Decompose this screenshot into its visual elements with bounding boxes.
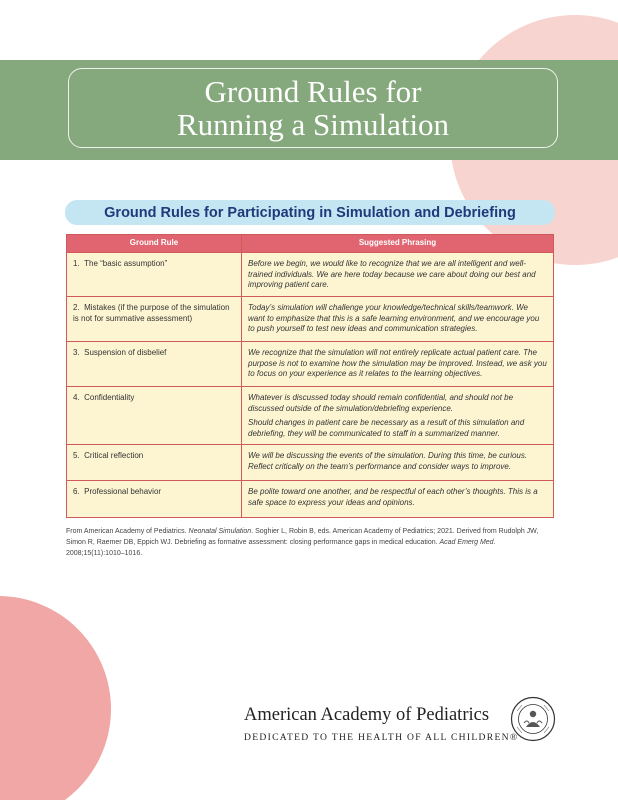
citation-text: . 2008;15(11):1010–1016.	[66, 539, 496, 557]
organization-tagline: DEDICATED TO THE HEALTH OF ALL CHILDREN®	[244, 732, 519, 743]
rule-cell: 5. Critical reflection	[67, 445, 242, 481]
phrasing-text: We recognize that the simulation will not entirely replicate actual patient care. The purpose is not to examine how the simulation may be improved. Instead, we ask you to focus on your experience as it relates to the learning objectives.	[248, 348, 547, 378]
table-row	[67, 481, 554, 518]
phrasing-cell	[242, 297, 554, 342]
table-row	[67, 342, 554, 387]
column-header-suggested-phrasing: Suggested Phrasing	[242, 235, 554, 253]
table-row	[67, 253, 554, 297]
source-citation	[66, 526, 556, 559]
rule-cell: 6. Professional behavior	[67, 481, 242, 518]
phrasing-cell	[242, 481, 554, 518]
table-row	[67, 297, 554, 342]
phrasing-cell	[242, 387, 554, 445]
phrasing-text: Before we begin, we would like to recognize that we are all intelligent and well-trained individuals. We are here today because we care about doing our best and improving patient care.	[248, 259, 536, 289]
section-title: Ground Rules for Participating in Simulation and Debriefing	[104, 204, 516, 221]
organization-name: American Academy of Pediatrics	[244, 705, 490, 725]
citation-journal: Acad Emerg Med	[439, 539, 494, 546]
rule-cell: 2. Mistakes (if the purpose of the simulation is not for summative assessment)	[67, 297, 242, 342]
phrasing-text: Should changes in patient care be necessary as a result of this simulation and debriefing, they will be communicated to staff in a summarized manner.	[248, 418, 525, 438]
citation-text: From American Academy of Pediatrics.	[66, 528, 189, 535]
citation-text: . Soghier L, Robin B, eds. American Academy of Pediatrics; 2021. Derived from Rudolph JW, Simon R, Raemer DB, Eppich WJ. Debriefing as formative assessment: closing performance gaps in medical education.	[66, 528, 539, 546]
phrasing-text: Whatever is discussed today should remain confidential, and should not be discussed outside of the simulation/debriefing experience.	[248, 393, 514, 413]
phrasing-cell	[242, 342, 554, 387]
column-header-ground-rule: Ground Rule	[67, 235, 242, 253]
phrasing-text: We will be discussing the events of the simulation. During this time, be curious. Reflect critically on the team’s performance and consider ways to improve.	[248, 451, 528, 471]
table-row	[67, 387, 554, 445]
phrasing-text: Today’s simulation will challenge your knowledge/technical skills/teamwork. We want to emphasize that this is a safe learning environment, and we encourage you to push yourself to test new ideas and communication strategies.	[248, 303, 540, 333]
rule-cell: 4. Confidentiality	[67, 387, 242, 445]
rule-cell: 1. The “basic assumption”	[67, 253, 242, 297]
table-row	[67, 445, 554, 481]
phrasing-cell	[242, 253, 554, 297]
phrasing-text: Be polite toward one another, and be respectful of each other’s thoughts. This is a safe space to express your ideas and opinions.	[248, 487, 538, 507]
decorative-circle-bottom	[0, 596, 111, 800]
rule-cell: 3. Suspension of disbelief	[67, 342, 242, 387]
aap-seal-logo	[510, 696, 556, 742]
page-title-line-2: Running a Simulation	[176, 107, 450, 142]
ground-rules-table	[66, 234, 554, 518]
table-header-row	[67, 235, 554, 253]
title-box	[68, 68, 558, 148]
citation-book-title: Neonatal Simulation	[188, 528, 252, 535]
page-title-line-1: Ground Rules for	[204, 74, 422, 109]
phrasing-cell	[242, 445, 554, 481]
section-title-bar	[65, 200, 555, 225]
